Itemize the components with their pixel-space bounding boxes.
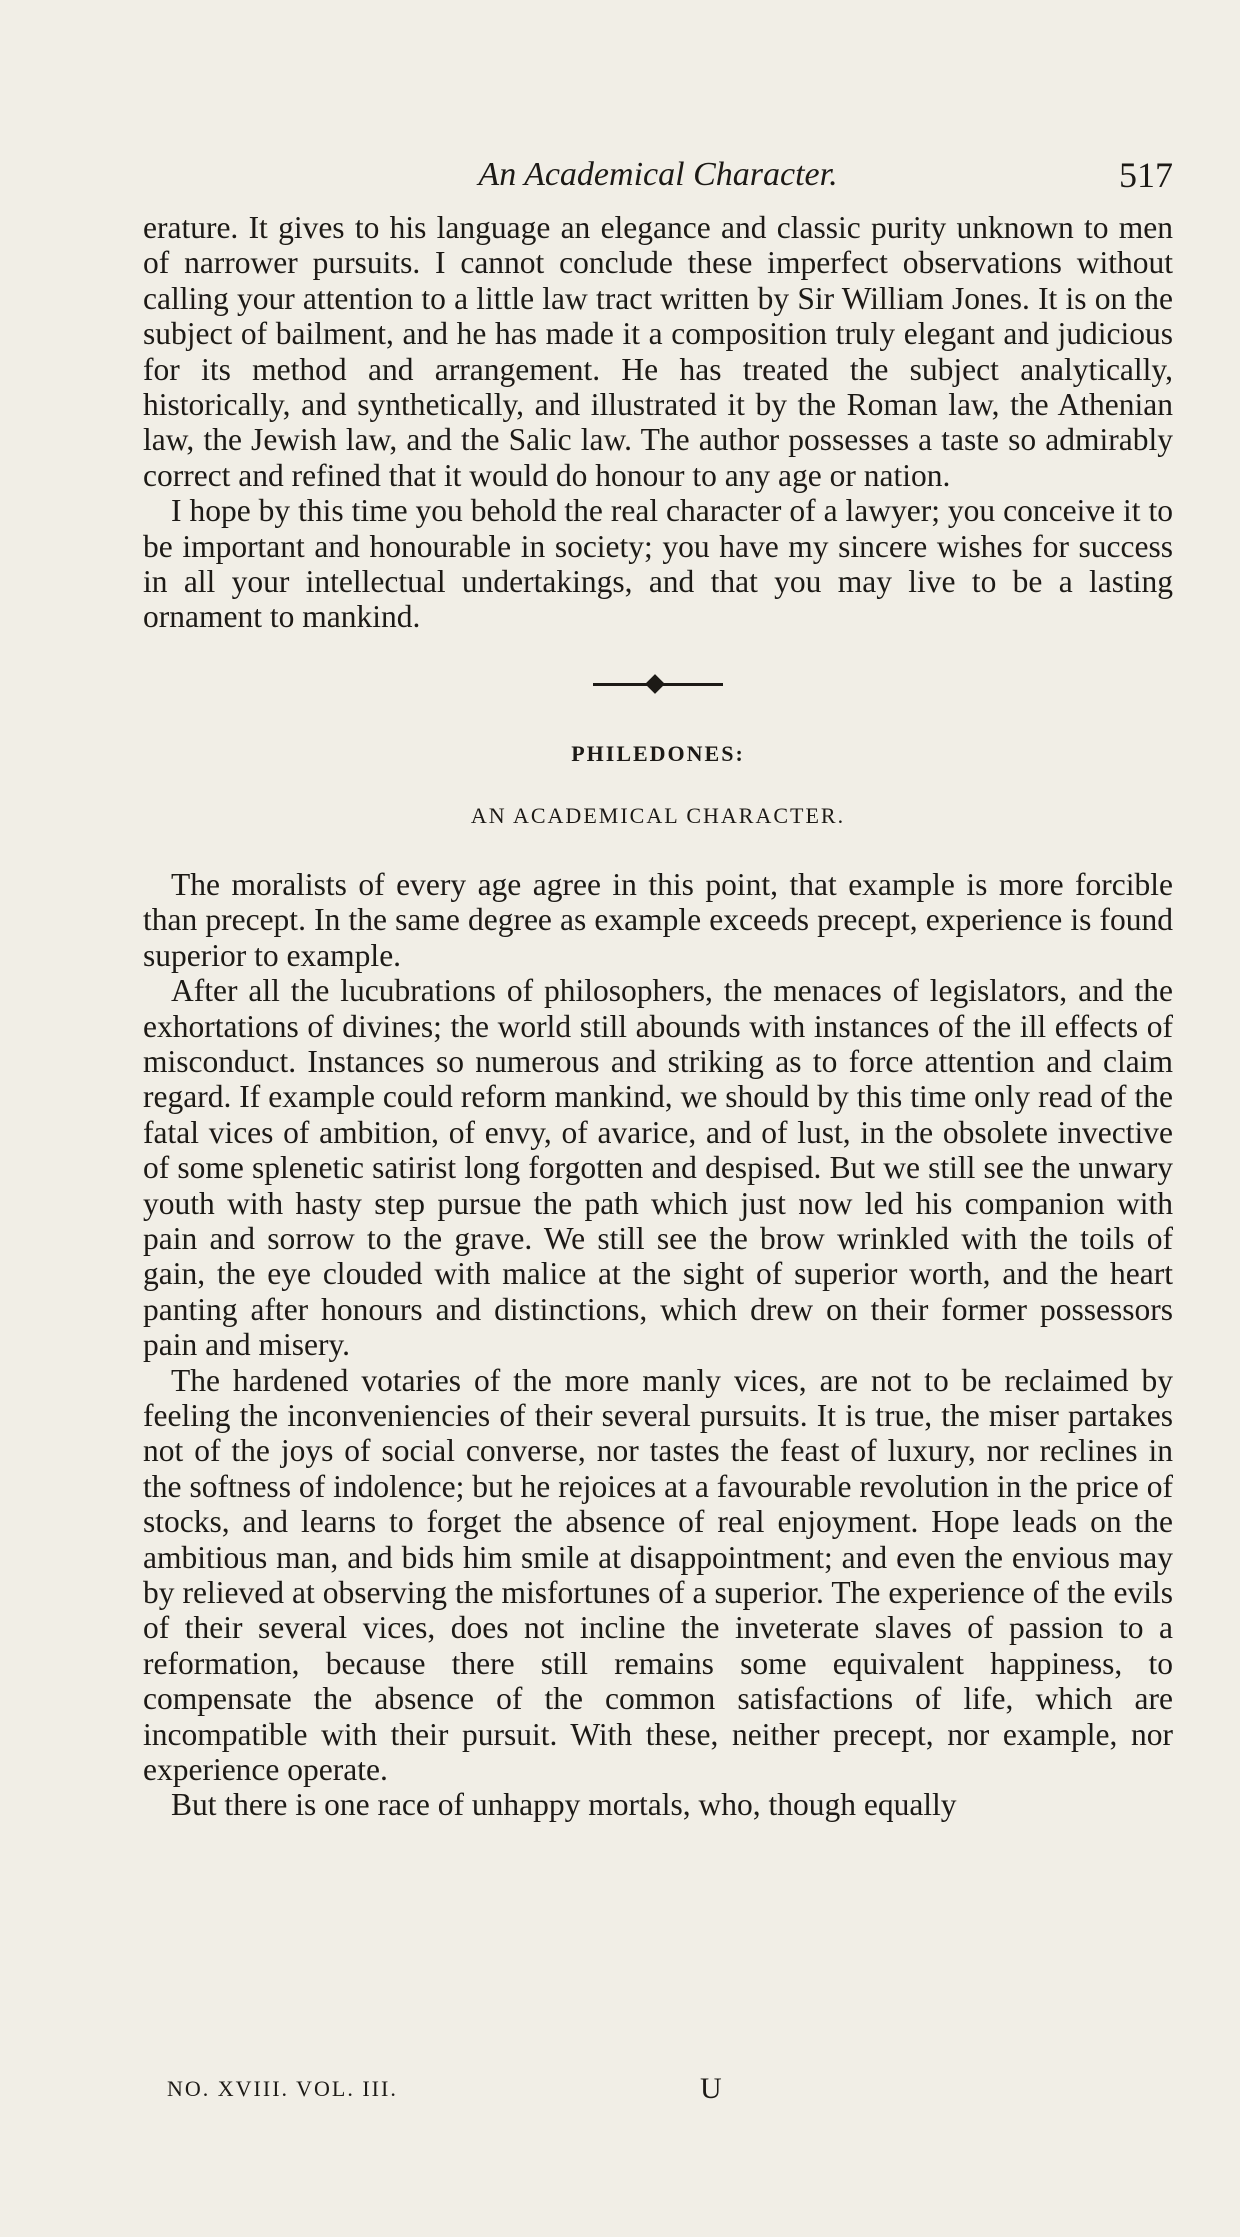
running-head: [143, 150, 1173, 210]
article-subtitle: AN ACADEMICAL CHARACTER.: [470, 802, 846, 828]
section-ornament: [593, 679, 723, 689]
paragraph-closing: I hope by this time you behold the real character of a lawyer; you conceive it to be important and honourable in society; you have my sincere wishes for success in all your intellectual undertakings, and that you may live to be a lasting ornament to mankind.: [143, 493, 1173, 635]
signature-mark: NO. XVIII. VOL. III.: [167, 2076, 398, 2101]
article-paragraph: The hardened votaries of the more manly vices, are not to be reclaimed by feeling the inconveniencies of their several pursuits. It is true, the miser partakes not of the joys of social converse, nor tastes the feast of luxury, nor reclines in the softness of indolence; but he rejoices at a favourable revolution in the price of stocks, and learns to forget the absence of real enjoyment. Hope leads on the ambitious man, and bids him smile at disappointment; and even the envious may by relieved at observing the misfortunes of a superior. The experience of the evils of their several vices, does not incline the inveterate slaves of passion to a reformation, because there still remains some equivalent happiness, to compensate the absence of the common satisfactions of life, which are incompatible with their pursuit. With these, neither precept, nor example, nor experience operate.: [143, 1362, 1173, 1788]
article-title: PHILEDONES:: [571, 740, 745, 766]
page-number: 517: [1119, 155, 1173, 195]
article-paragraph: But there is one race of unhappy mortals, who, though equally: [171, 1787, 957, 1823]
article-paragraph: The moralists of every age agree in this point, that example is more forcible than precept. In the same degree as example exceeds precept, experience is found superior to example.: [143, 866, 1173, 973]
page-footer: [167, 2072, 1167, 2112]
article-paragraph: After all the lucubrations of philosophers, the menaces of legislators, and the exhortations of divines; the world still abounds with instances of the ill effects of misconduct. Instances so numerous and striking as to force attention and claim regard. If example could reform mankind, we should by this time only read of the fatal vices of ambition, of envy, of avarice, and of lust, in the obsolete invective of some splenetic satirist long forgotten and despised. But we still see the unwary youth with hasty step pursue the path which just now led his companion with pain and sorrow to the grave. We still see the brow wrinkled with the toils of gain, the eye clouded with malice at the sight of superior worth, and the heart panting after honours and distinctions, which drew on their former possessors pain and misery.: [143, 973, 1173, 1363]
running-title: An Academical Character.: [478, 156, 838, 193]
ornament-diamond-icon: [645, 674, 665, 694]
text-column: [143, 150, 1173, 1823]
paragraph-continued: erature. It gives to his language an elegance and classic purity unknown to men of narrower pursuits. I cannot conclude these imperfect observations without calling your attention to a little law tract written by Sir William Jones. It is on the subject of bailment, and he has made it a composition truly elegant and judicious for its method and arrangement. He has treated the subject analytically, historically, and synthetically, and illustrated it by the Roman law, the Athenian law, the Jewish law, and the Salic law. The author possesses a taste so admirably correct and refined that it would do honour to any age or nation.: [143, 210, 1173, 493]
sheet-letter: U: [700, 2072, 722, 2105]
